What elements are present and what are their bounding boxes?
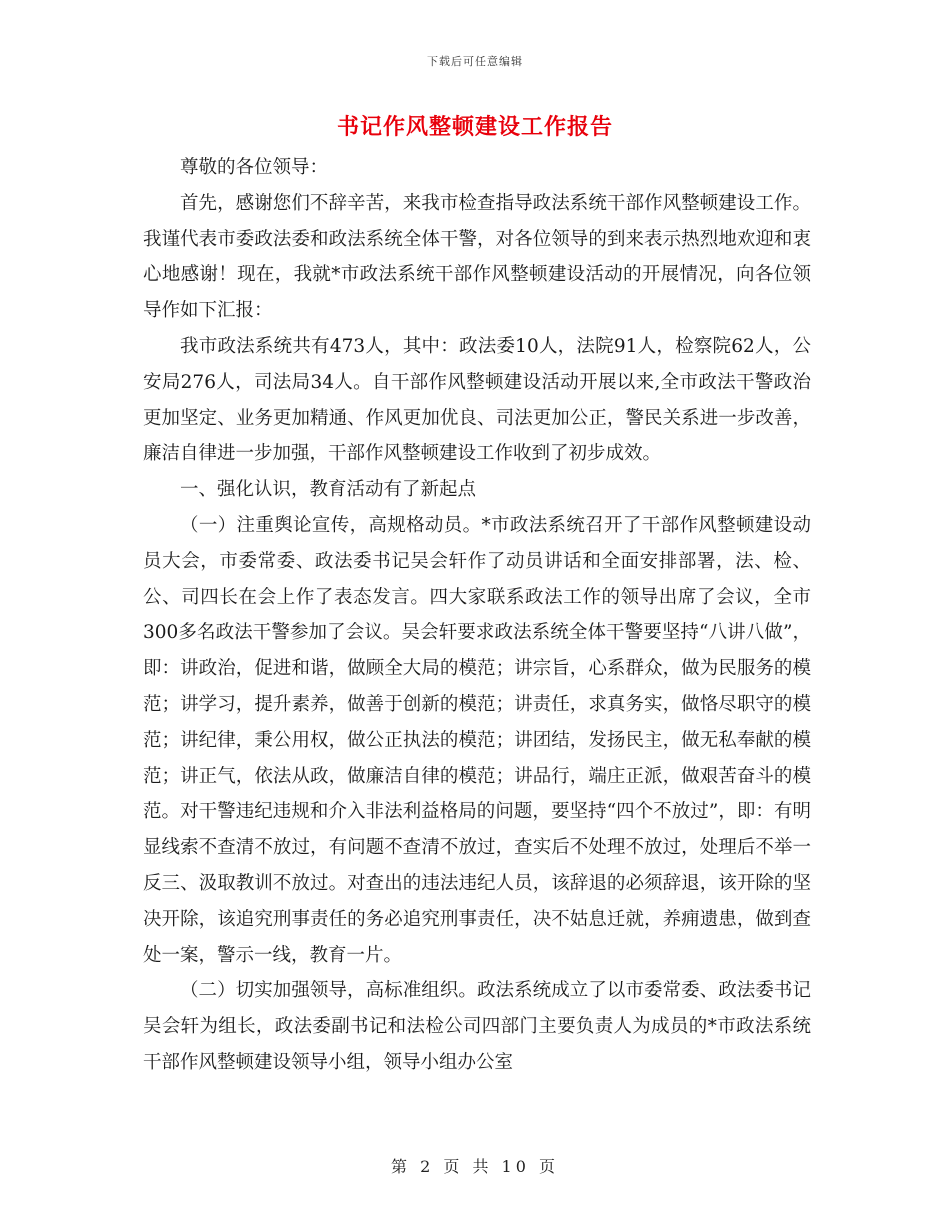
- paragraph-section-1-item-1: （一）注重舆论宣传，高规格动员。*市政法系统召开了干部作风整顿建设动员大会，市委常委、政法委书记吴会轩作了动员讲话和全面安排部署，法、检、公、司四长在会上作了表态发言。四大家联系政法工作的领导出席了会议，全市300多名政法干警参加了会议。吴会轩要求政法系统全体干警要坚持“八讲八做”，即：讲政治，促进和谐，做顾全大局的模范；讲宗旨，心系群众，做为民服务的模范；讲学习，提升素养，做善于创新的模范；讲责任，求真务实，做恪尽职守的模范；讲纪律，秉公用权，做公正执法的模范；讲团结，发扬民主，做无私奉献的模范；讲正气，依法从政，做廉洁自律的模范；讲品行，端庄正派，做艰苦奋斗的模范。对干警违纪违规和介入非法利益格局的问题，要坚持“四个不放过”，即：有明显线索不查清不放过，有问题不查清不放过，查实后不处理不放过，处理后不举一反三、汲取教训不放过。对查出的违法违纪人员，该辞退的必须辞退，该开除的坚决开除，该追究刑事责任的务必追究刑事责任，决不姑息迁就，养痈遗患，做到查处一案，警示一线，教育一片。: [143, 514, 811, 966]
- document-title: 书记作风整顿建设工作报告: [336, 114, 613, 140]
- section-heading-1: 一、强化认识，教育活动有了新起点: [180, 479, 477, 501]
- paragraph-salutation: 尊敬的各位领导：: [180, 157, 329, 178]
- paragraph-section-1-item-2: （二）切实加强领导，高标准组织。政法系统成立了以市委常委、政法委书记吴会轩为组长，政法委副书记和法检公司四部门主要负责人为成员的*市政法系统干部作风整顿建设领导小组，领导小组办公室: [143, 980, 811, 1073]
- page-number-footer: 第 2 页 共 10 页: [391, 1157, 559, 1176]
- document-body: [143, 150, 811, 1081]
- paragraph-intro: 首先，感谢您们不辞辛苦，来我市检查指导政法系统干部作风整顿建设工作。我谨代表市委政法委和政法系统全体干警，对各位领导的到来表示热烈地欢迎和衷心地感谢！现在，我就*市政法系统干部作风整顿建设活动的开展情况，向各位领导作如下汇报：: [143, 192, 811, 322]
- header-note: 下载后可任意编辑: [427, 55, 523, 68]
- paragraph-overview: 我市政法系统共有473人，其中：政法委10人，法院91人，检察院62人，公安局276人，司法局34人。自干部作风整顿建设活动开展以来,全市政法干警政治更加坚定、业务更加精通、作风更加优良、司法更加公正，警民关系进一步改善，廉洁自律进一步加强，干部作风整顿建设工作收到了初步成效。: [143, 335, 811, 465]
